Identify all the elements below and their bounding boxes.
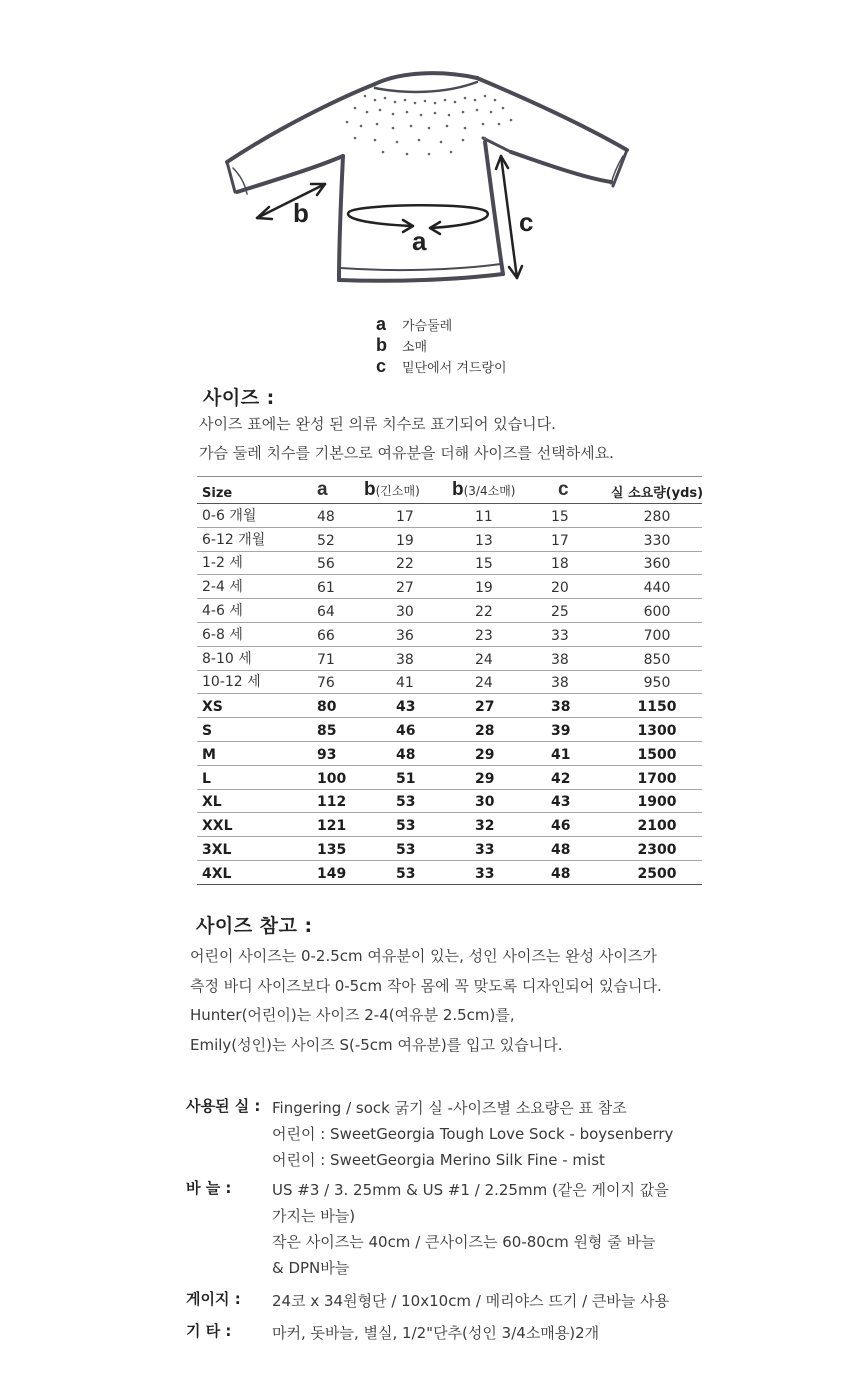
table-cell-size: 1-2 세: [202, 555, 243, 572]
table-cell-b-short: 28: [475, 722, 495, 739]
table-row: [197, 718, 702, 742]
table-cell-b-short: 33: [475, 865, 495, 882]
size-description: [199, 410, 614, 468]
diagram-label-a: a: [412, 226, 427, 256]
header-b-long-key: b: [364, 479, 376, 500]
table-cell-size: XS: [202, 699, 223, 716]
table-cell-a: 64: [317, 603, 335, 620]
table-cell-b-long: 48: [396, 746, 416, 763]
header-a: a: [317, 479, 328, 500]
table-cell-b-long: 30: [396, 603, 414, 620]
table-cell-a: 135: [317, 841, 347, 858]
table-cell-size: S: [202, 722, 213, 739]
size-notes-heading: 사이즈 참고 :: [196, 915, 313, 937]
table-cell-yards: 1500: [637, 746, 677, 763]
table-cell-b-long: 43: [396, 699, 416, 716]
table-cell-yards: 2500: [637, 865, 677, 882]
table-cell-yards: 2100: [637, 818, 677, 835]
table-cell-b-long: 53: [396, 865, 416, 882]
header-b-short: [452, 479, 515, 501]
table-cell-b-short: 19: [475, 580, 493, 597]
materials-yarn-line: 어린이 : SweetGeorgia Tough Love Sock - boysenberry: [272, 1125, 674, 1143]
table-cell-yards: 360: [643, 556, 671, 573]
table-cell-a: 85: [317, 722, 337, 739]
sweater-right-sleeve: [477, 78, 627, 150]
table-cell-size: 2-4 세: [202, 579, 243, 596]
materials-needles-line: 작은 사이즈는 40cm / 큰사이즈는 60-80cm 원형 줄 바늘: [272, 1233, 656, 1251]
table-row: [197, 671, 702, 695]
table-cell-a: 48: [317, 508, 335, 525]
table-cell-b-long: 38: [396, 651, 414, 668]
table-cell-yards: 2300: [637, 841, 677, 858]
table-cell-c: 48: [551, 865, 571, 882]
table-row: [197, 528, 702, 552]
header-yarn: 실 소요량(yds): [610, 486, 704, 501]
table-cell-c: 48: [551, 841, 571, 858]
legend-item: [376, 356, 636, 377]
table-row: [197, 766, 702, 790]
table-cell-b-long: 53: [396, 794, 416, 811]
table-cell-yards: 280: [643, 508, 671, 525]
table-cell-a: 71: [317, 651, 335, 668]
size-notes-line: Hunter(어린이)는 사이즈 2-4(여유분 2.5cm)를,: [190, 1006, 515, 1024]
table-cell-a: 61: [317, 580, 335, 597]
table-cell-yards: 1150: [637, 699, 677, 716]
header-c: c: [558, 479, 569, 500]
table-cell-c: 41: [551, 746, 571, 763]
table-row: [197, 623, 702, 647]
materials-needles-line: 가지는 바늘): [272, 1207, 356, 1225]
size-description-line: 가슴 둘레 치수를 기본으로 여유분을 더해 사이즈를 선택하세요.: [199, 444, 614, 462]
table-row: [197, 694, 702, 718]
table-row: [197, 742, 702, 766]
table-cell-c: 39: [551, 722, 571, 739]
size-notes-line: Emily(성인)는 사이즈 S(-5cm 여유분)를 입고 있습니다.: [190, 1035, 563, 1054]
legend-text: 소매: [402, 340, 428, 355]
table-header-row: [197, 476, 702, 504]
table-cell-b-short: 24: [475, 675, 493, 692]
table-cell-a: 112: [317, 794, 347, 811]
table-row: [197, 861, 702, 885]
table-cell-a: 121: [317, 818, 347, 835]
legend-text: 밑단에서 겨드랑이: [402, 361, 507, 376]
table-cell-c: 38: [551, 699, 571, 716]
table-row: [197, 790, 702, 814]
materials-notions-line: 마커, 돗바늘, 별실, 1/2"단추(성인 3/4소매용)2개: [272, 1324, 600, 1342]
table-cell-b-long: 53: [396, 841, 416, 858]
legend-key: b: [376, 335, 387, 355]
table-row: [197, 837, 702, 861]
table-cell-size: 4XL: [202, 865, 232, 882]
legend-item: [376, 314, 636, 335]
table-cell-c: 25: [551, 603, 569, 620]
table-row: [197, 504, 702, 528]
materials-needles-line: & DPN바늘: [272, 1259, 350, 1277]
table-cell-b-long: 46: [396, 722, 416, 739]
table-row: [197, 552, 702, 576]
table-cell-b-short: 29: [475, 746, 495, 763]
materials-needles-label: 바 늘 :: [186, 1179, 232, 1197]
table-cell-b-short: 24: [475, 651, 493, 668]
table-cell-b-short: 13: [475, 532, 493, 549]
diagram-label-c: c: [519, 207, 534, 237]
header-b-long-note: (긴소매): [375, 484, 420, 498]
sweater-neckline: [375, 73, 477, 84]
table-cell-a: 66: [317, 627, 335, 644]
materials-gauge-label: 게이지 :: [186, 1290, 241, 1308]
table-row: [197, 647, 702, 671]
size-notes-line: 측정 바디 사이즈보다 0-5cm 작아 몸에 꼭 맞도록 디자인되어 있습니다.: [190, 976, 662, 995]
table-cell-b-long: 17: [396, 508, 414, 525]
table-cell-size: L: [202, 770, 211, 787]
table-cell-a: 100: [317, 770, 347, 787]
header-size: Size: [202, 486, 233, 501]
table-cell-c: 17: [551, 532, 569, 549]
header-b-short-key: b: [452, 479, 464, 500]
table-cell-size: 4-6 세: [202, 602, 243, 619]
table-cell-b-short: 27: [475, 699, 495, 716]
table-cell-b-short: 11: [475, 508, 493, 525]
table-cell-b-long: 51: [396, 770, 416, 787]
side-length-arrow: [501, 156, 517, 278]
table-cell-b-long: 36: [396, 627, 414, 644]
table-cell-c: 20: [551, 580, 569, 597]
table-cell-c: 33: [551, 627, 569, 644]
table-cell-yards: 440: [643, 580, 671, 597]
table-cell-size: M: [202, 746, 216, 763]
table-row: [197, 813, 702, 837]
table-cell-b-short: 32: [475, 818, 495, 835]
table-cell-size: XL: [202, 794, 222, 811]
table-cell-c: 38: [551, 675, 569, 692]
table-cell-b-short: 15: [475, 556, 493, 573]
sweater-diagram: [215, 68, 645, 300]
table-cell-size: 6-8 세: [202, 626, 243, 643]
table-cell-b-long: 53: [396, 818, 416, 835]
table-cell-b-short: 30: [475, 794, 495, 811]
table-cell-yards: 1900: [637, 794, 677, 811]
materials-yarn-line: Fingering / sock 굵기 실 -사이즈별 소요량은 표 참조: [272, 1099, 627, 1117]
table-row: [197, 575, 702, 599]
sweater-body: [339, 156, 343, 280]
header-b-long: [364, 479, 420, 501]
table-cell-yards: 850: [643, 651, 671, 668]
table-cell-a: 76: [317, 675, 335, 692]
size-heading: 사이즈 :: [203, 387, 275, 409]
table-cell-yards: 600: [643, 603, 671, 620]
sweater-left-sleeve: [227, 84, 375, 162]
legend-key: c: [376, 356, 387, 376]
table-cell-b-long: 22: [396, 556, 414, 573]
table-cell-yards: 330: [643, 532, 671, 549]
table-cell-b-short: 33: [475, 841, 495, 858]
legend-item: [376, 335, 636, 356]
table-cell-b-long: 27: [396, 580, 414, 597]
table-cell-b-short: 22: [475, 603, 493, 620]
materials-gauge-line: 24코 x 34원형단 / 10x10cm / 메리야스 뜨기 / 큰바늘 사용: [272, 1292, 670, 1310]
table-cell-yards: 1300: [637, 722, 677, 739]
size-notes-text: [190, 942, 662, 1060]
size-description-line: 사이즈 표에는 완성 된 의류 치수로 표기되어 있습니다.: [199, 415, 556, 433]
diagram-label-b: b: [293, 198, 309, 228]
table-cell-c: 42: [551, 770, 571, 787]
table-cell-a: 52: [317, 532, 335, 549]
table-cell-b-long: 19: [396, 532, 414, 549]
materials-notions-label: 기 타 :: [186, 1322, 232, 1340]
table-cell-a: 56: [317, 556, 335, 573]
table-body: [197, 504, 702, 885]
legend-text: 가슴둘레: [402, 319, 453, 334]
table-cell-c: 46: [551, 818, 571, 835]
chest-arrow: [348, 205, 488, 228]
table-cell-c: 38: [551, 651, 569, 668]
table-cell-yards: 700: [643, 627, 671, 644]
table-cell-b-short: 29: [475, 770, 495, 787]
table-cell-size: XXL: [202, 818, 233, 835]
table-cell-a: 149: [317, 865, 347, 882]
table-cell-b-short: 23: [475, 627, 493, 644]
table-cell-c: 18: [551, 556, 569, 573]
materials-yarn-label: 사용된 실 :: [186, 1097, 261, 1115]
size-notes-line: 어린이 사이즈는 0-2.5cm 여유분이 있는, 성인 사이즈는 완성 사이즈가: [190, 947, 657, 965]
table-cell-b-long: 41: [396, 675, 414, 692]
table-cell-size: 0-6 개월: [202, 507, 257, 524]
table-cell-size: 6-12 개월: [202, 531, 266, 548]
table-cell-c: 15: [551, 508, 569, 525]
table-cell-size: 8-10 세: [202, 650, 252, 667]
table-cell-c: 43: [551, 794, 571, 811]
header-b-short-note: (3/4소매): [463, 484, 516, 498]
table-cell-a: 80: [317, 699, 337, 716]
diagram-legend: [376, 314, 636, 377]
table-cell-yards: 950: [643, 675, 671, 692]
size-table: [197, 476, 702, 885]
table-cell-size: 10-12 세: [202, 674, 261, 691]
materials-needles-line: US #3 / 3. 25mm & US #1 / 2.25mm (같은 게이지 값을: [272, 1181, 669, 1199]
table-cell-yards: 1700: [637, 770, 677, 787]
sleeve-arrow: [257, 184, 325, 218]
legend-key: a: [376, 314, 387, 334]
materials-yarn-line: 어린이 : SweetGeorgia Merino Silk Fine - mist: [272, 1151, 605, 1169]
table-cell-size: 3XL: [202, 841, 232, 858]
table-row: [197, 599, 702, 623]
table-cell-a: 93: [317, 746, 337, 763]
